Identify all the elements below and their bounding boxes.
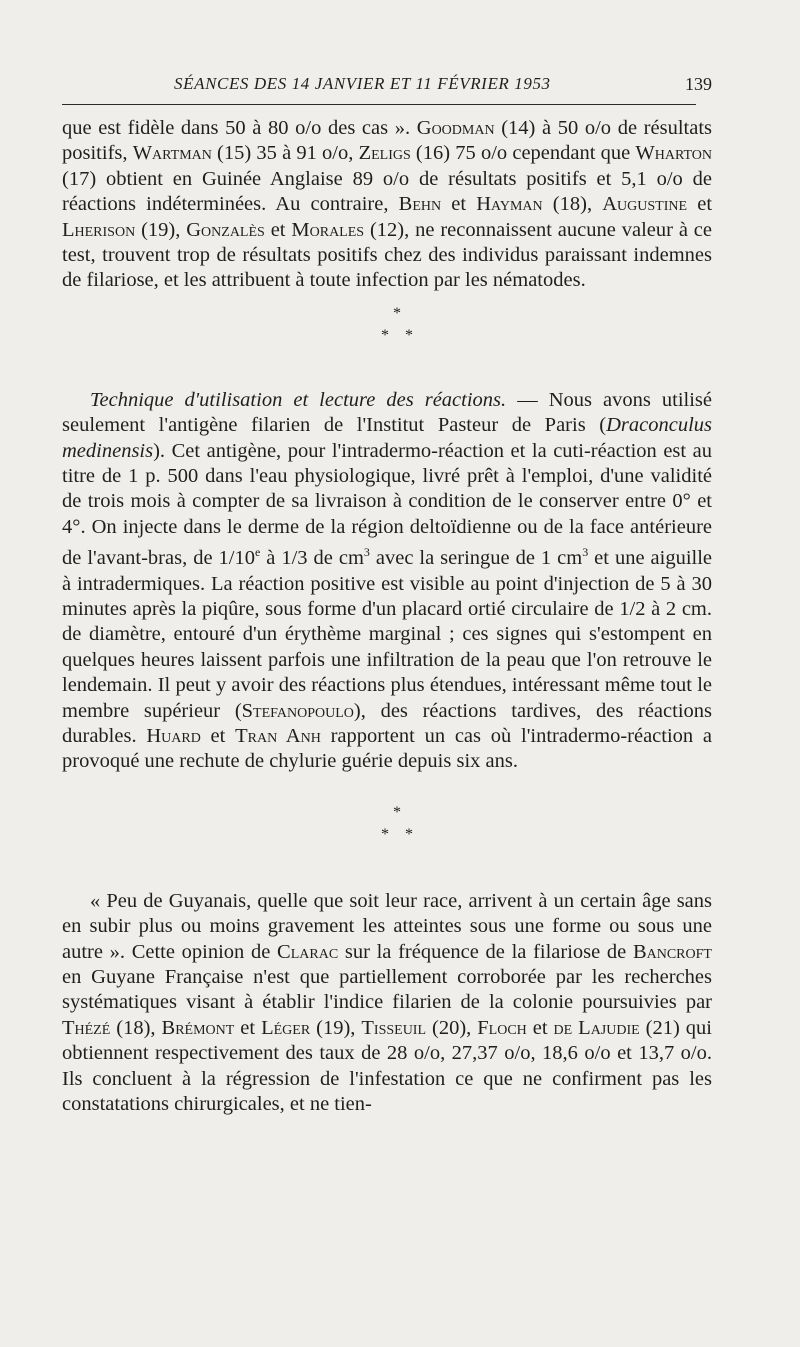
section-separator-2: * * *	[381, 803, 413, 843]
header-rule	[62, 104, 696, 105]
author-gonzales: Gonzalès	[186, 218, 265, 241]
author-bancroft: Bancroft	[632, 940, 712, 963]
author-clarac: Clarac	[277, 940, 339, 963]
author-lherison: Lherison	[62, 218, 136, 241]
author-goodman: Goodman	[416, 117, 495, 139]
author-wartman: Wartman	[132, 142, 212, 165]
section-separator-1: * * *	[381, 304, 413, 344]
author-augustine: Augustine	[602, 193, 688, 216]
author-huard: Huard	[146, 724, 201, 747]
author-bremont: Brémont	[161, 1016, 235, 1039]
species-name: Draconculus medinensis	[62, 414, 712, 462]
author-morales: Morales	[291, 218, 365, 241]
paragraph-3: « Peu de Guyanais, quelle que soit leur race, arrivent à un certain âge sans en subir plus ou moins gravement les atteintes sous une forme ou sous une autre ». Cette opinion de Clarac sur la fréquence de la filariose de Bancroft en Guyane Française n'est que partiellement corroborée par les recherches systématiques visant à établir l'indice filarien de la colonie poursuivies par Thézé (18), Brémont et Léger (19), Tisseuil (20), Floch et de Lajudie (21) qui obtiennent respectivement des taux de 28 o/o, 27,37 o/o, 18,6 o/o et 13,7 o/o. Ils concluent à la régression de l'infestation ce que ne confirment pas les constatations chirurgicales, et ne tien-	[62, 889, 712, 1116]
author-stefanopoulo: Stefanopoulo	[241, 699, 354, 722]
paragraph-1: que est fidèle dans 50 à 80 o/o des cas ». Goodman (14) à 50 o/o de résultats positifs, Wartman (15) 35 à 91 o/o, Zeligs (16) 75 o/o cependant que Wharton (17) obtient en Guinée Anglaise 89 o/o de résultats positifs et 5,1 o/o de réactions indéterminées. Au contraire, Behn et Hayman (18), Augustine et Lherison (19), Gonzalès et Morales (12), ne reconnaissent aucune valeur à ce test, trouvent trop de résultats positifs chez des individus paraissant indemnes de filariose, et les attribuent à toute infection par les nématodes.	[62, 117, 713, 292]
author-behn: Behn	[398, 193, 442, 216]
author-tran-anh: Tran Anh	[235, 724, 321, 747]
author-leger: Léger	[261, 1016, 311, 1039]
page-number: 139	[685, 74, 712, 94]
author-tisseuil: Tisseuil	[361, 1016, 427, 1039]
page-body	[62, 116, 712, 1117]
running-head: SÉANCES DES 14 JANVIER ET 11 FÉVRIER 1953	[174, 74, 551, 93]
author-hayman: Hayman	[476, 193, 543, 216]
author-wharton: Wharton	[635, 142, 712, 165]
page-header	[62, 72, 712, 98]
author-floch: Floch	[477, 1016, 527, 1039]
author-theze: Thézé	[62, 1016, 111, 1039]
section-title: Technique d'utilisation et lecture des réactions.	[90, 388, 507, 411]
author-lajudie: de Lajudie	[553, 1016, 640, 1039]
paragraph-2: Technique d'utilisation et lecture des réactions. — Nous avons utilisé seulement l'antigène filarien de l'Institut Pasteur de Paris (Draconculus medinensis). Cet antigène, pour l'intradermo-réaction et la cuti-réaction est au titre de 1 p. 500 dans l'eau physiologique, livré prêt à l'emploi, d'une validité de trois mois à compter de sa livraison à condition de le conserver entre 0° et 4°. On injecte dans le derme de la région deltoïdienne ou de la face antérieure de l'avant-bras, de 1/10e à 1/3 de $cm^3$ avec la seringue de 1 $cm^3$ et une aiguille à intradermiques. La réaction positive est visible au point d'injection de 5 à 30 minutes après la piqûre, sous forme d'un placard ortié circulaire de 1/2 à 2 cm. de diamètre, entouré d'un érythème marginal ; ces signes qui s'estompent en quelques heures laissent parfois une infiltration de la peau que l'on retrouve le lendemain. Il peut y avoir des réactions plus étendues, intéressant même tout le membre supérieur (Stefanopoulo), des réactions tardives, des réactions durables. Huard et Tran Anh rapportent un cas où l'intradermo-réaction a provoqué une rechute de chylurie guérie depuis six ans.	[62, 388, 713, 773]
author-zeligs: Zeligs	[358, 142, 411, 165]
